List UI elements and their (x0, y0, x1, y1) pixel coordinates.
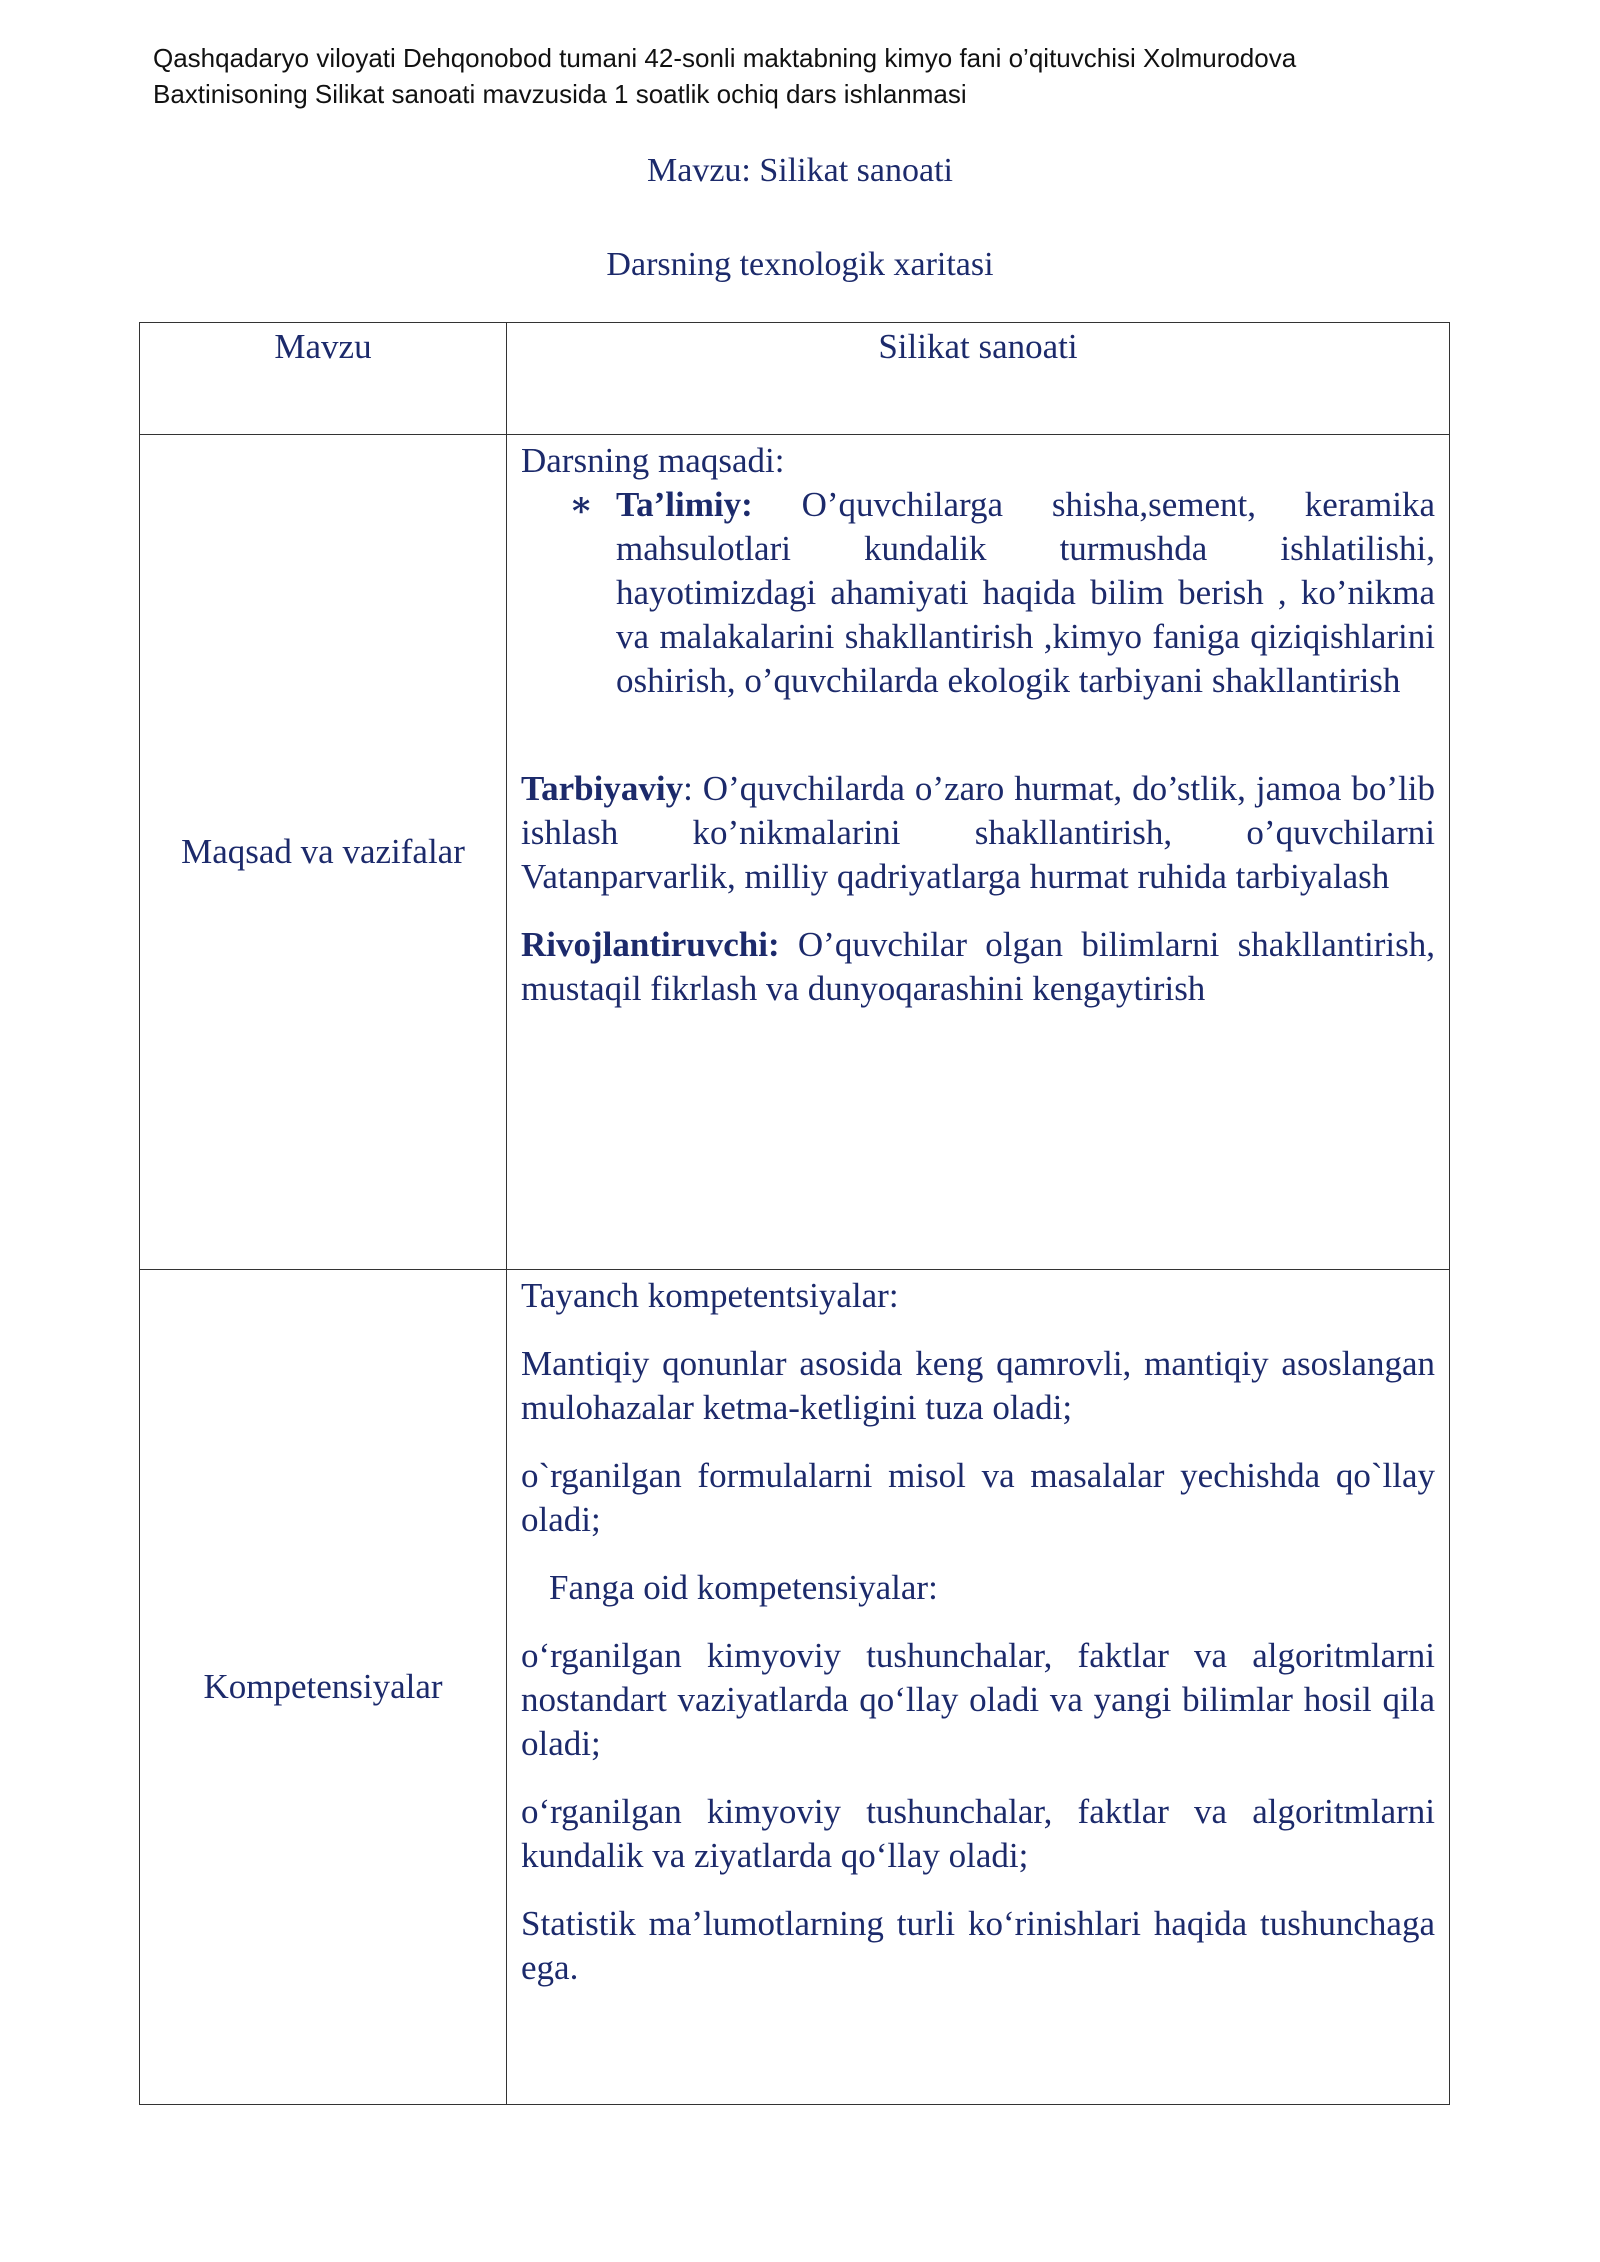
goal-upbringing (521, 767, 1435, 899)
cell-competencies-content (507, 1270, 1450, 2105)
lesson-plan-table (139, 322, 1450, 2105)
bullet-icon: ∗ (569, 485, 594, 524)
goal-educational (521, 483, 1435, 703)
goal-heading: Darsning maqsadi: (521, 441, 785, 480)
goal-developmental (521, 923, 1435, 1011)
competency-item: o‘rganilgan kimyoviy tushunchalar, faktlar va algoritmlarni kundalik va ziyatlarda qo‘llay oladi; (521, 1792, 1435, 1875)
competency-item: o`rganilgan formulalarni misol va masalalar yechishda qo`llay oladi; (521, 1456, 1435, 1539)
goal-developmental-text: O’quvchilar olgan bilimlarni shakllantirish, mustaqil fikrlash va dunyoqarashini kengaytirish (521, 925, 1435, 1008)
cell-competencies-label: Kompetensiyalar (140, 1270, 507, 2105)
cell-topic-value: Silikat sanoati (507, 323, 1450, 435)
competency-subheading: Fanga oid kompetensiyalar: (549, 1568, 938, 1607)
cell-topic-label: Mavzu (140, 323, 507, 435)
cell-goals-label: Maqsad va vazifalar (140, 435, 507, 1270)
table-row-topic (140, 323, 1450, 435)
goal-developmental-label: Rivojlantiruvchi: (521, 925, 780, 964)
header-line-2: Baxtinisoning Silikat sanoati mavzusida 1 soatlik ochiq dars ishlanmasi (153, 79, 967, 109)
lesson-topic-title: Mavzu: Silikat sanoati (647, 152, 953, 189)
goal-educational-label: Ta’limiy: (616, 485, 753, 524)
competency-item: Mantiqiy qonunlar asosida keng qamrovli, mantiqiy asoslangan mulohazalar ketma-ketligini tuza oladi; (521, 1344, 1435, 1427)
goal-upbringing-text: : O’quvchilarda o’zaro hurmat, do’stlik, jamoa bo’lib ishlash ko’nikmalarini shakllantirish, o’quvchilarni Vatanparvarlik, milliy qadriyatlarga hurmat ruhida tarbiyalash (521, 769, 1435, 896)
goal-educational-text: O’quvchilarga shisha,sement, keramika mahsulotlari kundalik turmushda ishlatilishi, hayotimizdagi ahamiyati haqida bilim berish , ko’nikma va malakalarini shakllantirish ,kimyo faniga qiziqishlarini oshirish, o’quvchilarda ekologik tarbiyani shakllantirish (616, 485, 1435, 700)
table-row-goals (140, 435, 1450, 1270)
competency-item: o‘rganilgan kimyoviy tushunchalar, faktlar va algoritmlarni nostandart vaziyatlarda qo‘llay oladi va yangi bilimlar hosil qila oladi; (521, 1636, 1435, 1763)
header-line-1: Qashqadaryo viloyati Dehqonobod tumani 42-sonli maktabning kimyo fani o’qituvchisi Xolmurodova (153, 43, 1297, 73)
table-row-competencies (140, 1270, 1450, 2105)
goal-upbringing-label: Tarbiyaviy (521, 769, 684, 808)
lesson-map-subtitle: Darsning texnologik xaritasi (606, 246, 994, 283)
document-header (153, 40, 1453, 112)
competency-item: Tayanch kompetentsiyalar: (521, 1276, 899, 1315)
competency-item: Statistik ma’lumotlarning turli ko‘rinishlari haqida tushunchaga ega. (521, 1904, 1435, 1987)
cell-goals-content (507, 435, 1450, 1270)
